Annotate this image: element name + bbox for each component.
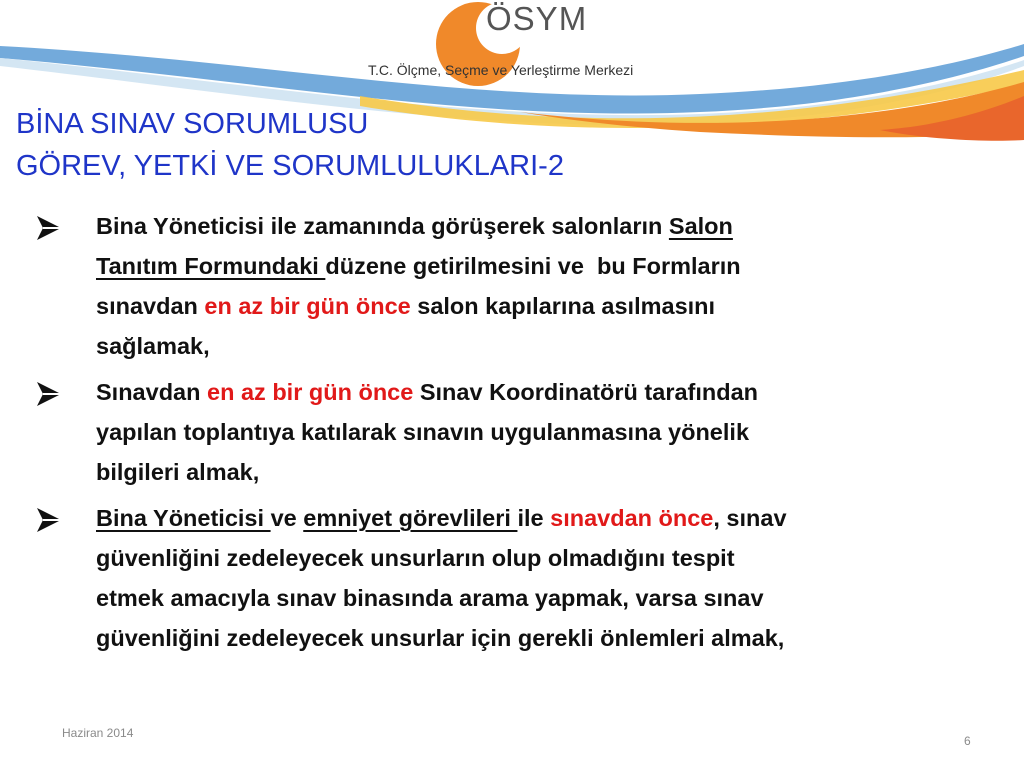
- arrow-bullet-icon: [36, 380, 62, 408]
- logo-subtitle: T.C. Ölçme, Seçme ve Yerleştirme Merkezi: [368, 62, 634, 78]
- bullet-text: sağlamak,: [96, 333, 210, 359]
- arrow-bullet-icon: [36, 214, 62, 242]
- bullet-item: [0, 372, 1024, 492]
- bullet-line: [96, 412, 1024, 452]
- underlined-text: Salon: [668, 213, 733, 239]
- bullet-text: yapılan toplantıya katılarak sınavın uygulanmasına yönelik: [96, 419, 750, 445]
- bullet-text: bilgileri almak,: [96, 459, 260, 485]
- bullet-line: [96, 206, 1024, 246]
- arrow-bullet-icon: [36, 506, 62, 534]
- bullet-line: [96, 452, 1024, 492]
- bullet-list: [0, 206, 1024, 664]
- bullet-text: düzene getirilmesini ve bu Formların: [325, 253, 741, 279]
- page-number: 6: [964, 734, 971, 748]
- bullet-line: [96, 246, 1024, 286]
- slide-title-line-1: BİNA SINAV SORUMLUSU: [16, 108, 369, 140]
- bullet-text: etmek amacıyla sınav binasında arama yapmak, varsa sınav: [96, 585, 764, 611]
- bullet-text: ile: [517, 505, 551, 531]
- footer-date: Haziran 2014: [62, 726, 134, 740]
- bullet-text: Sınavdan: [96, 379, 208, 405]
- underlined-text: emniyet görevlileri: [303, 505, 518, 531]
- bullet-text: , sınav: [713, 505, 787, 531]
- underlined-text: Bina Yöneticisi: [96, 505, 271, 531]
- bullet-text: Sınav Koordinatörü tarafından: [413, 379, 759, 405]
- bullet-text: sınavdan: [96, 293, 205, 319]
- logo-brand: ÖSYM: [486, 0, 588, 37]
- bullet-item: [0, 498, 1024, 658]
- bullet-item: [0, 206, 1024, 366]
- bullet-text: salon kapılarına asılmasını: [410, 293, 716, 319]
- bullet-line: [96, 538, 1024, 578]
- highlighted-text: en az bir gün önce: [204, 293, 411, 319]
- bullet-text: ve: [270, 505, 304, 531]
- bullet-line: [96, 618, 1024, 658]
- slide-title-line-2: GÖREV, YETKİ VE SORUMLULUKLARI-2: [16, 150, 564, 182]
- bullet-text: güvenliğini zedeleyecek unsurların olup olmadığını tespit: [96, 545, 735, 571]
- bullet-text: Bina Yöneticisi ile zamanında görüşerek salonların: [96, 213, 669, 239]
- bullet-line: [96, 326, 1024, 366]
- underlined-text: Tanıtım Formundaki: [96, 253, 326, 279]
- highlighted-text: en az bir gün önce: [207, 379, 414, 405]
- highlighted-text: sınavdan önce: [550, 505, 714, 531]
- bullet-line: [96, 286, 1024, 326]
- bullet-line: [96, 498, 1024, 538]
- bullet-line: [96, 578, 1024, 618]
- bullet-text: güvenliğini zedeleyecek unsurlar için gerekli önlemleri almak,: [96, 625, 785, 651]
- bullet-line: [96, 372, 1024, 412]
